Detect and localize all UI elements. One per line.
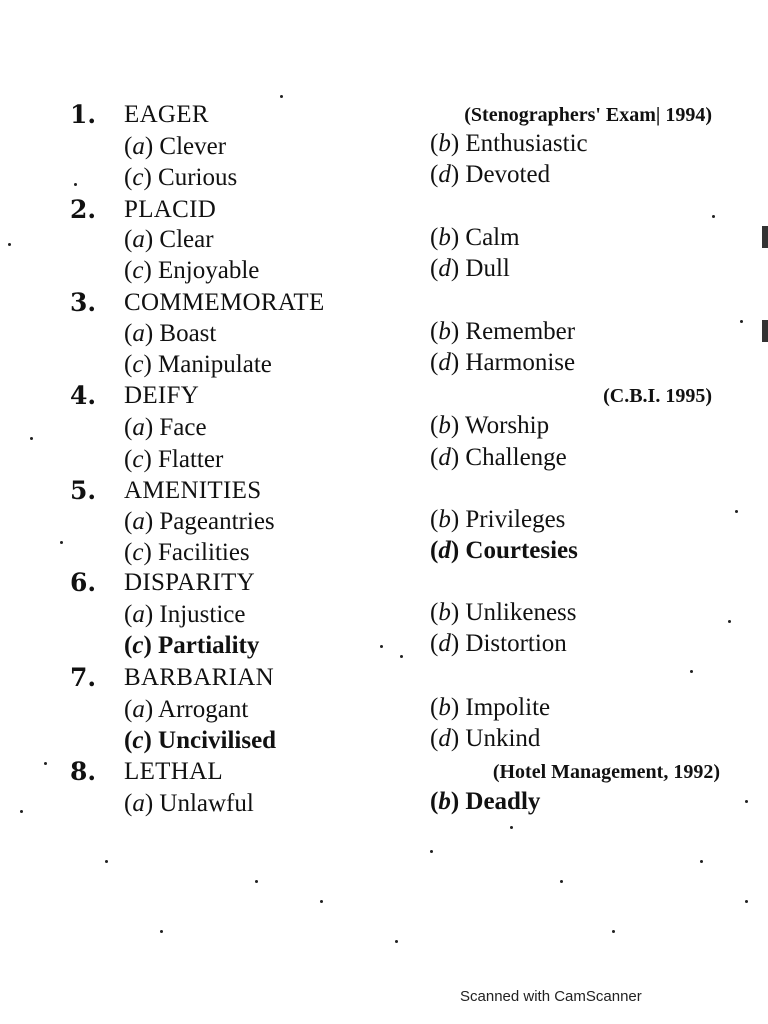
speck (712, 215, 715, 218)
question-word: DEIFY (124, 382, 200, 409)
option-text: Face (159, 414, 207, 441)
option-label: (a) (124, 696, 154, 723)
option-a (124, 132, 226, 162)
option-text: Challenge (465, 444, 567, 471)
option-label: (b) (430, 130, 460, 157)
option-text: Arrogant (158, 696, 249, 723)
question-source: (C.B.I. 1995) (603, 385, 712, 407)
speck (560, 880, 563, 883)
option-a (124, 319, 216, 349)
option-a (124, 413, 207, 443)
speck (745, 900, 748, 903)
option-b (430, 411, 549, 441)
speck (745, 800, 748, 803)
question-word: PLACID (124, 196, 217, 223)
option-text: Uncivilised (158, 727, 277, 754)
speck (510, 826, 513, 829)
option-text: Unkind (465, 725, 541, 752)
question-word: EAGER (124, 101, 209, 128)
speck (30, 437, 33, 440)
option-a (124, 600, 246, 630)
question-number: 7. (70, 663, 97, 692)
option-text: Enthusiastic (465, 130, 588, 157)
option-b (430, 505, 565, 535)
edge-mark (762, 226, 768, 248)
option-label: (b) (430, 788, 460, 815)
question-word: BARBARIAN (124, 664, 274, 691)
speck (280, 95, 283, 98)
speck (612, 930, 615, 933)
option-c (124, 445, 223, 475)
question-number: 8. (70, 757, 97, 786)
question-number: 4. (70, 381, 97, 410)
option-label: (b) (430, 224, 460, 251)
speck (400, 655, 403, 658)
option-label: (b) (430, 506, 460, 533)
option-text: Flatter (158, 446, 224, 473)
option-label: (c) (124, 727, 152, 754)
question-3 (0, 288, 768, 318)
option-label: (a) (124, 320, 154, 347)
option-label: (b) (430, 694, 460, 721)
option-text: Courtesies (465, 537, 578, 564)
option-label: (d) (430, 255, 460, 282)
option-label: (a) (124, 601, 154, 628)
option-text: Enjoyable (158, 257, 260, 284)
question-source: (Hotel Management, 1992) (492, 761, 720, 783)
speck (430, 850, 433, 853)
option-b (430, 693, 550, 723)
option-c (124, 726, 276, 756)
option-label: (a) (124, 226, 154, 253)
option-label: (c) (124, 257, 152, 284)
question-1 (0, 100, 768, 130)
question-4 (0, 381, 768, 411)
option-d (430, 443, 567, 473)
option-b (430, 598, 577, 628)
option-label: (c) (124, 539, 152, 566)
option-text: Privileges (465, 506, 566, 533)
option-label: (d) (430, 444, 460, 471)
option-text: Deadly (465, 788, 541, 815)
question-2 (0, 195, 768, 225)
option-label: (a) (124, 414, 154, 441)
option-a (124, 695, 248, 725)
option-text: Remember (465, 318, 576, 345)
option-d (430, 348, 575, 378)
option-label: (d) (430, 161, 460, 188)
question-7 (0, 663, 768, 693)
question-6 (0, 568, 768, 598)
question-8 (0, 757, 768, 787)
option-label: (c) (124, 632, 152, 659)
speck (690, 670, 693, 673)
option-b (430, 317, 575, 347)
option-text: Worship (464, 412, 550, 439)
option-c (124, 163, 237, 193)
question-5 (0, 476, 768, 506)
option-c (124, 631, 259, 661)
option-label: (b) (430, 412, 460, 439)
option-a (124, 507, 275, 537)
speck (735, 510, 738, 513)
question-word: LETHAL (124, 758, 223, 785)
option-label: (d) (430, 630, 460, 657)
option-text: Clever (159, 133, 227, 160)
option-c (124, 538, 250, 568)
question-word: COMMEMORATE (124, 289, 325, 316)
option-label: (c) (124, 164, 152, 191)
option-b (430, 129, 588, 159)
option-text: Impolite (465, 694, 551, 721)
speck (700, 860, 703, 863)
option-text: Curious (158, 164, 238, 191)
option-b (430, 223, 520, 253)
scanner-watermark: Scanned with CamScanner (460, 988, 642, 1005)
option-b (430, 787, 540, 817)
option-text: Distortion (465, 630, 567, 657)
option-label: (a) (124, 508, 154, 535)
option-text: Injustice (159, 601, 246, 628)
option-text: Partiality (158, 632, 260, 659)
option-text: Unlawful (159, 790, 254, 817)
option-text: Dull (465, 255, 510, 282)
option-d (430, 724, 540, 754)
option-d (430, 629, 567, 659)
question-source: (Stenographers' Exam| 1994) (464, 104, 712, 126)
option-label: (b) (430, 599, 460, 626)
option-text: Calm (465, 224, 520, 251)
speck (160, 930, 163, 933)
option-c (124, 256, 259, 286)
question-number: 2. (70, 195, 97, 224)
option-c (124, 350, 272, 380)
option-label: (b) (430, 318, 460, 345)
speck (255, 880, 258, 883)
option-d (430, 536, 578, 566)
option-text: Manipulate (158, 351, 272, 378)
option-label: (d) (430, 725, 460, 752)
speck (728, 620, 731, 623)
option-label: (a) (124, 133, 154, 160)
option-text: Unlikeness (465, 599, 577, 626)
question-number: 5. (70, 476, 97, 505)
option-label: (a) (124, 790, 154, 817)
option-a (124, 789, 254, 819)
option-text: Devoted (465, 161, 551, 188)
option-text: Harmonise (465, 349, 576, 376)
option-text: Facilities (158, 539, 250, 566)
question-number: 6. (70, 568, 97, 597)
question-number: 1. (70, 100, 97, 129)
option-d (430, 160, 550, 190)
option-text: Pageantries (159, 508, 275, 535)
option-d (430, 254, 510, 284)
speck (74, 183, 77, 186)
option-text: Boast (159, 320, 217, 347)
question-word: AMENITIES (124, 477, 262, 504)
speck (20, 810, 23, 813)
question-number: 3. (70, 288, 97, 317)
edge-mark (762, 320, 768, 342)
option-label: (d) (430, 537, 460, 564)
speck (8, 243, 11, 246)
option-label: (c) (124, 446, 152, 473)
speck (395, 940, 398, 943)
option-label: (d) (430, 349, 460, 376)
speck (44, 762, 47, 765)
option-a (124, 225, 214, 255)
speck (105, 860, 108, 863)
speck (380, 645, 383, 648)
speck (320, 900, 323, 903)
question-word: DISPARITY (124, 569, 255, 596)
speck (60, 541, 63, 544)
option-text: Clear (159, 226, 214, 253)
speck (740, 320, 743, 323)
option-label: (c) (124, 351, 152, 378)
